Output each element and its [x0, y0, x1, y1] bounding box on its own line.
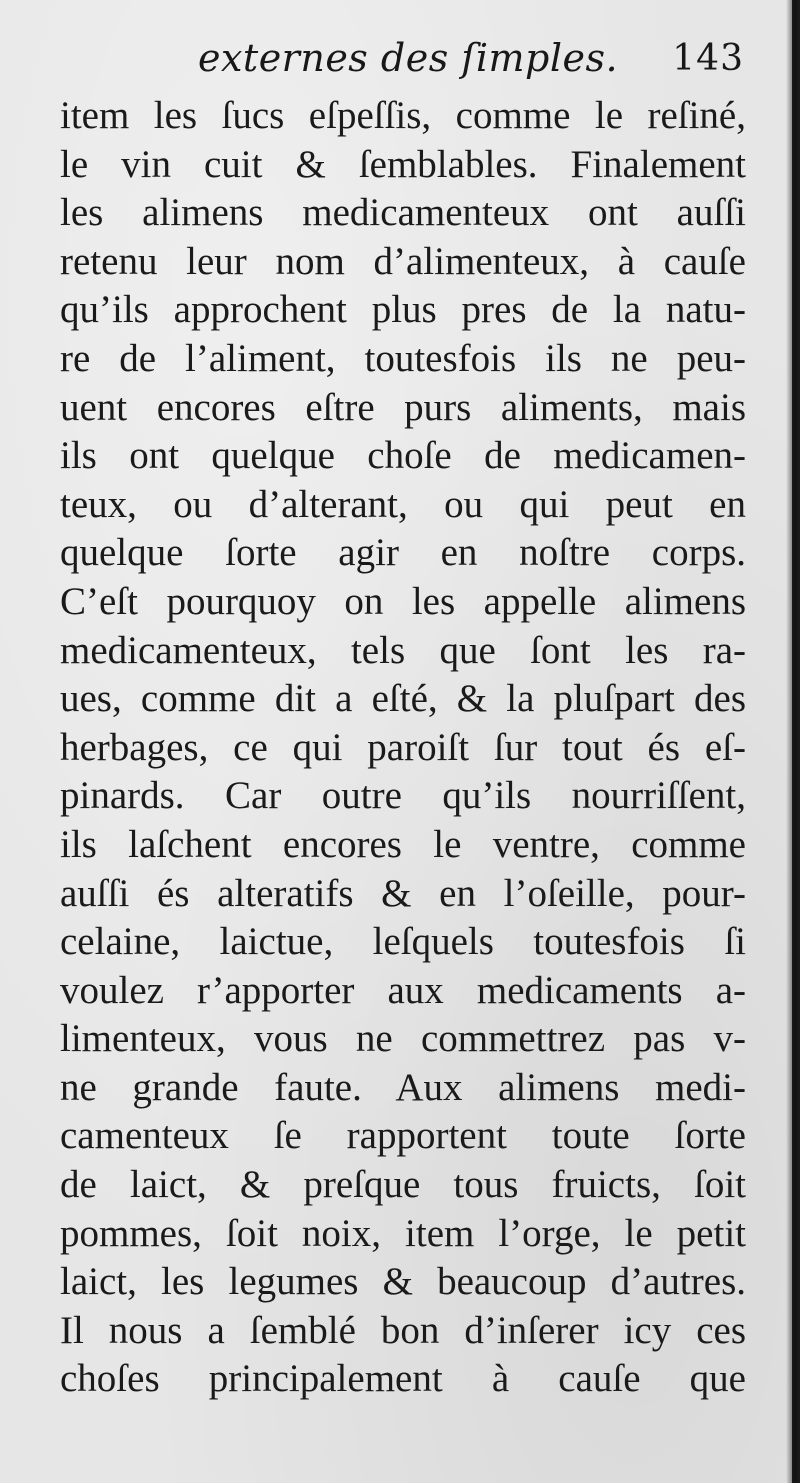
text-line: ues, comme dit a eſté, & la pluſpart des: [60, 677, 746, 721]
text-line: medicamenteux, tels que ſont les ra-: [60, 628, 746, 672]
text-line: teux, ou d’alterant, ou qui peut en: [60, 482, 746, 526]
text-line: item les ſucs eſpeſſis, comme le reſiné,: [60, 94, 746, 137]
text-line: quelque ſorte agir en noſtre corps.: [60, 531, 746, 575]
text-line: le vin cuit & ſemblables. Finalement: [60, 142, 746, 186]
text-line: limenteux, vous ne commettrez pas v-: [60, 1017, 746, 1061]
text-line: celaine, laictue, leſquels toutesfois ſi: [60, 920, 746, 964]
text-line: Il nous a ſemblé bon d’inſerer icy ces: [60, 1308, 746, 1352]
text-line: les alimens medicamenteux ont auſſi: [60, 191, 746, 235]
text-line: choſes principalement à cauſe que: [60, 1357, 746, 1401]
page-edge-shadow: [786, 0, 800, 1483]
text-line: auſſi és alteratifs & en l’oſeille, pour-: [60, 871, 746, 915]
text-line: C’eſt pourquoy on les appelle alimens: [60, 579, 746, 623]
text-line: laict, les legumes & beaucoup d’autres.: [60, 1260, 746, 1304]
running-title: externes des ſimples.: [198, 36, 619, 80]
text-line: pommes, ſoit noix, item l’orge, le petit: [60, 1211, 746, 1255]
text-line: ne grande faute. Aux alimens medi-: [60, 1065, 746, 1109]
text-line: de laict, & preſque tous fruicts, ſoit: [60, 1163, 746, 1207]
text-line: retenu leur nom d’alimenteux, à cauſe: [60, 239, 746, 283]
body-text: [60, 92, 746, 1404]
text-line: ils ont quelque choſe de medicamen-: [60, 434, 746, 478]
text-line: ils laſchent encores le ventre, comme: [60, 822, 746, 866]
text-line: re de l’aliment, toutesfois ils ne peu-: [60, 336, 746, 380]
text-line: qu’ils approchent plus pres de la natu-: [60, 288, 746, 332]
text-line: uent encores eſtre purs aliments, mais: [60, 385, 746, 429]
text-line: herbages, ce qui paroiſt ſur tout és eſ-: [60, 725, 746, 769]
text-line: pinards. Car outre qu’ils nourriſſent,: [60, 774, 746, 818]
running-head: [60, 30, 750, 90]
page-number: 143: [672, 38, 744, 79]
text-line: voulez r’apporter aux medicaments a-: [60, 968, 746, 1012]
text-line: camenteux ſe rapportent toute ſorte: [60, 1114, 746, 1158]
